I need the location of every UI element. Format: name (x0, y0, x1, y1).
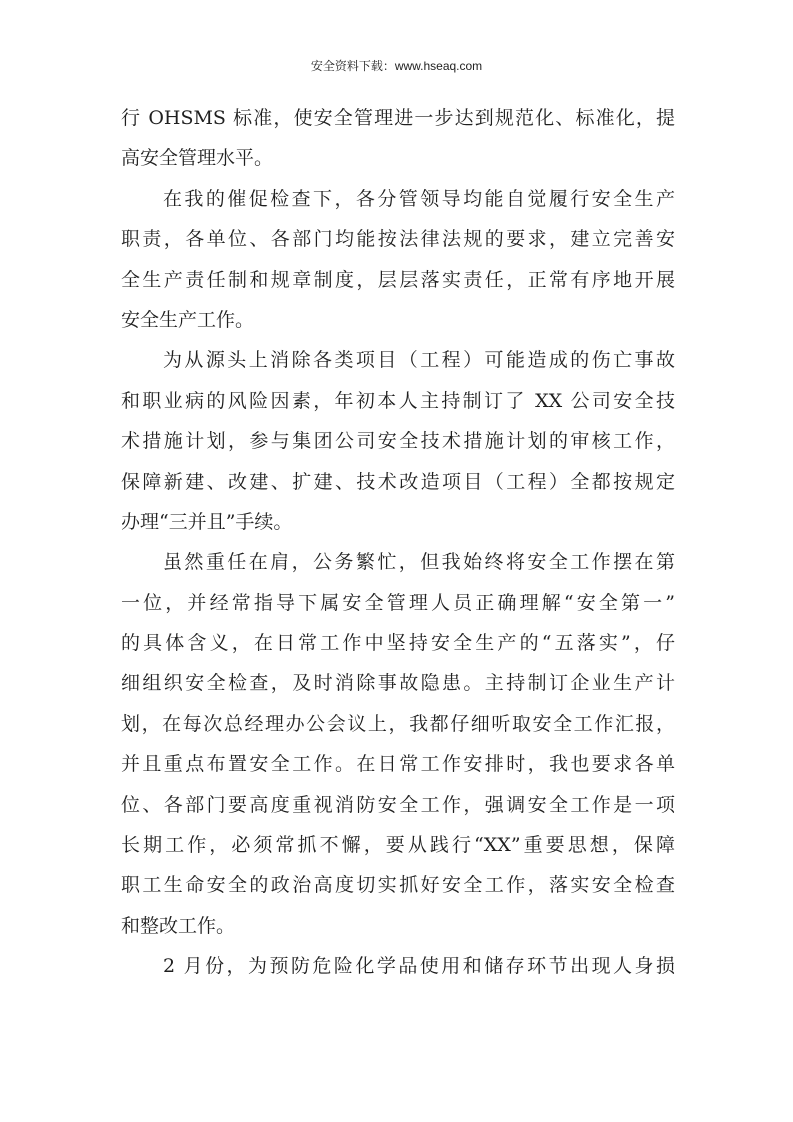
text-line: 位、各部门要高度重视消防安全工作，强调安全工作是一项 (121, 793, 675, 816)
page-header: 安全资料下载：www.hseaq.com (310, 59, 483, 73)
text-line: 和职业病的风险因素，年初本人主持制订了 XX 公司安全技 (121, 389, 675, 412)
text-line: 划，在每次总经理办公会议上，我都仔细听取安全工作汇报， (121, 712, 675, 735)
text-line: 全生产责任制和规章制度，层层落实责任，正常有序地开展 (121, 268, 675, 291)
text-line: 职责，各单位、各部门均能按法律法规的要求，建立完善安 (121, 228, 675, 251)
text-line: 一位，并经常指导下属安全管理人员正确理解“安全第一” (121, 591, 675, 614)
text-line: 长期工作，必须常抓不懈，要从践行“XX”重要思想，保障 (121, 834, 675, 857)
text-line: 细组织安全检查，及时消除事故隐患。主持制订企业生产计 (121, 672, 675, 695)
text-line: 为从源头上消除各类项目（工程）可能造成的伤亡事故 (163, 349, 675, 372)
text-line: 安全生产工作。 (121, 308, 255, 331)
text-line: 办理“三并且”手续。 (121, 510, 293, 533)
text-line: 行 OHSMS 标准，使安全管理进一步达到规范化、标准化，提 (121, 107, 675, 129)
paragraph (121, 179, 675, 341)
text-line: 2 月份，为预防危险化学品使用和储存环节出现人身损 (163, 955, 675, 978)
text-line: 并且重点布置安全工作。在日常工作安排时，我也要求各单 (121, 753, 675, 776)
paragraph (121, 542, 675, 946)
paragraph (121, 946, 675, 986)
text-line: 虽然重任在肩，公务繁忙，但我始终将安全工作摆在第 (163, 551, 675, 574)
paragraph (121, 340, 675, 542)
text-line: 和整改工作。 (121, 914, 236, 937)
paragraph (121, 98, 675, 179)
text-line: 职工生命安全的政治高度切实抓好安全工作，落实安全检查 (121, 874, 675, 897)
text-line: 在我的催促检查下，各分管领导均能自觉履行安全生产 (163, 187, 675, 210)
text-line: 术措施计划，参与集团公司安全技术措施计划的审核工作， (121, 430, 675, 453)
text-line: 保障新建、改建、扩建、技术改造项目（工程）全都按规定 (121, 470, 675, 493)
text-line: 的具体含义，在日常工作中坚持安全生产的“五落实”，仔 (121, 632, 675, 655)
document-body (121, 98, 675, 987)
text-line: 高安全管理水平。 (121, 147, 274, 170)
